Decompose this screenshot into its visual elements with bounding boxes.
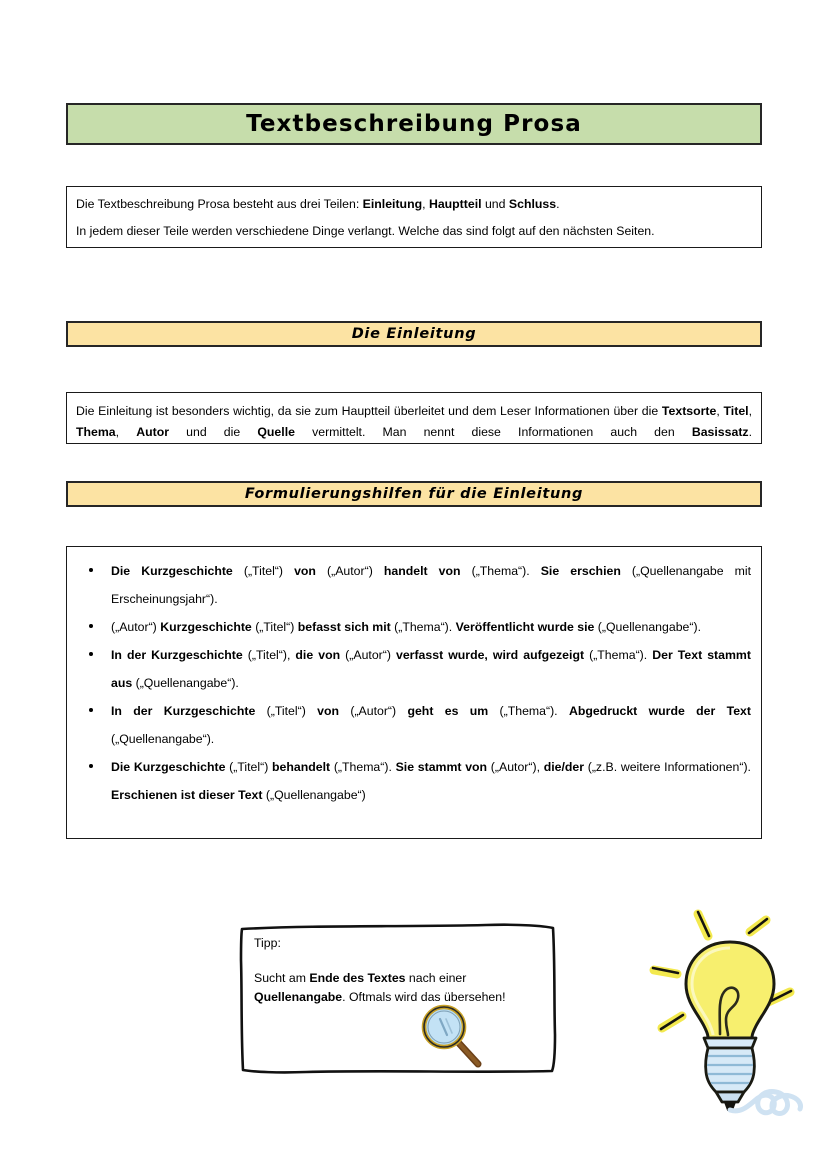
list-item-run: In der Kurzgeschichte xyxy=(111,648,248,663)
formulierungshilfen-textbox xyxy=(66,546,762,839)
lightbulb-icon xyxy=(642,896,818,1124)
list-item-run: Der Text stammt aus xyxy=(111,648,751,691)
tipp-term-quellenangabe: Quellenangabe xyxy=(254,989,343,1004)
list-item xyxy=(77,641,751,697)
list-item-run: („Quellenangabe“). xyxy=(111,732,215,747)
intro-line-1-e: . xyxy=(556,197,560,211)
tipp-term-ende-des-textes: Ende des Textes xyxy=(309,971,406,986)
list-item-run: Die Kurzgeschichte xyxy=(111,760,230,775)
term-autor: Autor xyxy=(136,425,169,440)
tipp-label: Tipp: xyxy=(254,936,281,950)
list-item-run: („Thema“). xyxy=(471,564,541,578)
magnifying-glass-icon xyxy=(416,1000,488,1070)
list-item-run: („Thema“). xyxy=(394,620,456,635)
list-item-run: Veröffentlicht wurde sie xyxy=(455,620,598,635)
list-item xyxy=(77,753,751,809)
einleitung-body-h: . xyxy=(748,425,752,440)
list-item-run: Erschienen ist dieser Text xyxy=(111,788,266,803)
einleitung-textbox xyxy=(66,392,762,444)
list-item-run: geht es um xyxy=(407,704,500,719)
list-item-run: („Autor“) xyxy=(327,564,384,578)
page-title: Textbeschreibung Prosa xyxy=(246,111,582,137)
bullet-icon xyxy=(89,764,93,768)
bullet-icon xyxy=(89,568,93,572)
list-item-run: Sie erschien xyxy=(540,564,632,578)
list-item-run: behandelt xyxy=(272,760,334,775)
list-item xyxy=(77,613,751,641)
list-item-run: („Autor“) xyxy=(111,620,161,635)
page-title-banner xyxy=(66,103,762,145)
list-item-run: befasst sich mit xyxy=(297,620,395,635)
intro-term-hauptteil: Hauptteil xyxy=(428,197,482,211)
list-item-run: („Quellenangabe“). xyxy=(597,620,701,635)
intro-term-einleitung: Einleitung xyxy=(362,197,423,211)
list-item-run: Kurzgeschichte xyxy=(160,620,256,635)
list-item-run: Die Kurzgeschichte xyxy=(111,564,244,578)
list-item-run: verfasst wurde, wird aufgezeigt xyxy=(396,648,590,663)
bullet-icon xyxy=(89,652,93,656)
intro-textbox xyxy=(66,186,762,248)
intro-line-2: In jedem dieser Teile werden verschiedene Dinge verlangt. Welche das sind folgt auf den nächsten Seiten. xyxy=(76,223,655,238)
term-basissatz: Basissatz xyxy=(691,425,749,440)
einleitung-body-g: vermittelt. Man nennt diese Informationen auch den xyxy=(294,425,692,440)
intro-line-1-d: und xyxy=(481,197,509,211)
einleitung-body-f: und die xyxy=(169,425,258,440)
section-banner-formulierungshilfen xyxy=(66,481,762,507)
list-item-run: („Autor“) xyxy=(350,704,408,719)
intro-line-1 xyxy=(76,196,752,214)
term-titel: Titel xyxy=(723,404,749,418)
section-banner-einleitung-label: Die Einleitung xyxy=(351,326,477,342)
list-item-run: von xyxy=(317,704,351,719)
list-item-run: („Titel“) xyxy=(255,620,298,635)
list-item-run: die/der xyxy=(543,760,588,775)
list-item-run: („Titel“) xyxy=(243,564,295,578)
list-item-run: In der Kurzgeschichte xyxy=(111,704,267,719)
intro-term-schluss: Schluss xyxy=(508,197,557,211)
formulierungshilfen-list xyxy=(77,557,751,809)
list-item-run: handelt von xyxy=(383,564,472,578)
einleitung-body-a: Die Einleitung ist besonders wichtig, da sie zum Hauptteil überleitet und dem Leser Informationen über die xyxy=(76,404,662,418)
sep-3: , xyxy=(115,425,137,440)
list-item-run: („Thema“). xyxy=(333,760,396,775)
intro-line-1-c: , xyxy=(422,197,429,211)
list-item-run: („Autor“) xyxy=(345,648,396,663)
list-item-run: („Quellenangabe mit Erscheinungsjahr“). xyxy=(111,564,751,607)
list-item xyxy=(77,557,751,613)
list-item-run: („Titel“) xyxy=(266,704,318,719)
tipp-body-a: Sucht am xyxy=(254,971,310,986)
list-item xyxy=(77,697,751,753)
list-item-run: („Autor“), xyxy=(490,760,544,775)
tipp-box-content xyxy=(254,934,542,1006)
term-quelle: Quelle xyxy=(257,425,295,440)
tipp-box xyxy=(236,922,560,1076)
bullet-icon xyxy=(89,708,93,712)
list-item-run: („Thema“). xyxy=(499,704,569,719)
bullet-icon xyxy=(89,624,93,628)
list-item-run: von xyxy=(294,564,328,578)
list-item-run: („Titel“), xyxy=(247,648,296,663)
intro-line-1-a: Die Textbeschreibung Prosa besteht aus drei Teilen: xyxy=(76,197,363,211)
einleitung-body xyxy=(76,401,752,464)
list-item-run: („z.B. weitere Informationen“). xyxy=(587,760,751,775)
term-textsorte: Textsorte xyxy=(661,404,717,418)
section-banner-formulierungshilfen-label: Formulierungshilfen für die Einleitung xyxy=(244,486,584,502)
tipp-body-c: nach einer xyxy=(405,971,467,986)
tipp-body xyxy=(254,969,542,1006)
list-item-run: („Titel“) xyxy=(229,760,273,775)
list-item-run: die von xyxy=(295,648,346,663)
term-thema: Thema xyxy=(76,425,116,440)
section-banner-einleitung xyxy=(66,321,762,347)
sep-1: , xyxy=(716,404,724,418)
list-item-run: Sie stammt von xyxy=(395,760,491,775)
list-item-run: („Quellenangabe“) xyxy=(265,788,366,803)
list-item-run: („Quellenangabe“). xyxy=(135,676,239,691)
sep-2: , xyxy=(748,404,752,418)
list-item-run: („Thema“). xyxy=(589,648,653,663)
list-item-run: Abgedruckt wurde der Text xyxy=(568,704,751,719)
tipp-body-d: . Oftmals wird das übersehen! xyxy=(342,989,506,1004)
